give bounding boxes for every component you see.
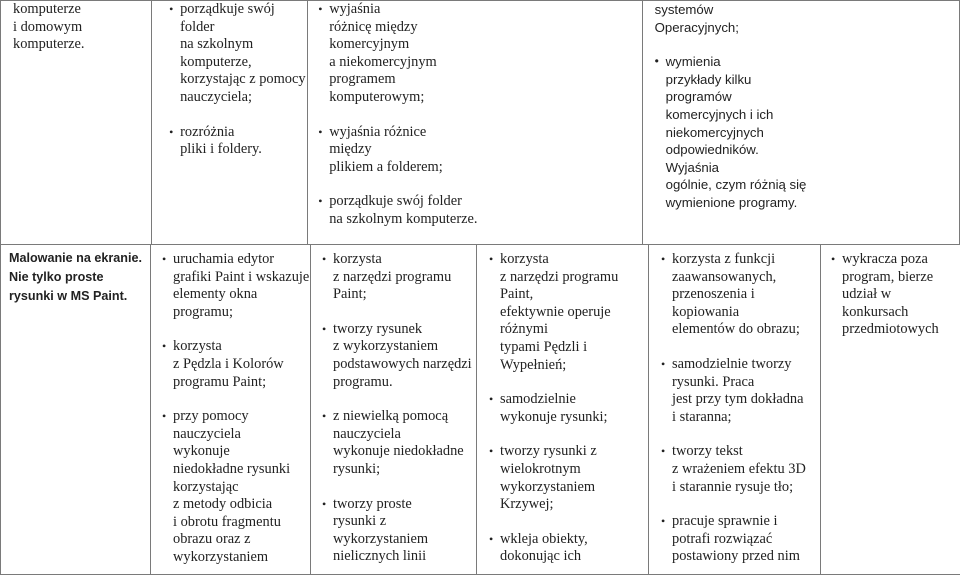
bullet-list: [162, 251, 310, 567]
cell-text: systemów Operacyjnych;: [655, 1, 959, 36]
bullet-list: [661, 251, 820, 566]
list-item: • wkleja obiekty, dokonując ich: [489, 531, 648, 566]
topic-cell: [1, 245, 151, 575]
curriculum-table-row2: [0, 244, 960, 575]
table-cell: [821, 245, 960, 575]
list-item: • przy pomocy nauczyciela wykonuje niedokładne rysunki korzystając z metody odbicia i obrotu fragmentu obrazu oraz z wykorzystaniem: [162, 408, 310, 566]
list-item: • korzysta z Pędzla i Kolorów programu Paint;: [162, 338, 310, 391]
list-item: • z niewielką pomocą nauczyciela wykonuje niedokładne rysunki;: [322, 408, 476, 478]
bullet-list: [655, 53, 959, 211]
bullet-list: [322, 251, 476, 566]
table-cell: [477, 245, 649, 575]
list-item: • samodzielnie tworzy rysunki. Praca jest przy tym dokładna i staranna;: [661, 356, 820, 426]
table-cell: [649, 245, 821, 575]
list-item: • korzysta z funkcji zaawansowanych, przenoszenia i kopiowania elementów do obrazu;: [661, 251, 820, 339]
list-item: • rozróżnia pliki i foldery.: [169, 124, 307, 159]
list-item: • pracuje sprawnie i potrafi rozwiązać postawiony przed nim: [661, 513, 820, 566]
table-cell: [642, 1, 959, 245]
table-cell: [1, 1, 152, 245]
list-item: • korzysta z narzędzi programu Paint;: [322, 251, 476, 304]
table-row: [1, 245, 960, 575]
list-item: • wykracza poza program, bierze udział w konkursach przedmiotowych: [831, 251, 960, 339]
curriculum-table: [0, 0, 960, 245]
bullet-list: [318, 1, 478, 229]
list-item: • tworzy proste rysunki z wykorzystaniem nielicznych linii: [322, 496, 476, 566]
list-item: • uruchamia edytor grafiki Paint i wskazuje elementy okna programu;: [162, 251, 310, 321]
list-item: • korzysta z narzędzi programu Paint, efektywnie operuje różnymi typami Pędzli i Wypełnień;: [489, 251, 648, 374]
list-item: • porządkuje swój folder na szkolnym komputerze.: [318, 193, 478, 228]
list-item: • tworzy rysunki z wielokrotnym wykorzystaniem Krzywej;: [489, 443, 648, 513]
table-cell: [152, 1, 308, 245]
list-item: • wymienia przykłady kilku programów komercyjnych i ich niekomercyjnych odpowiedników. Wyjaśnia ogólnie, czym różnią się wymienione programy.: [655, 53, 959, 211]
list-item: • porządkuje swój folder na szkolnym komputerze, korzystając z pomocy nauczyciela;: [169, 1, 307, 107]
cell-text: komputerze i domowym komputerze.: [1, 1, 151, 54]
bullet-list: [831, 251, 960, 339]
list-item: • samodzielnie wykonuje rysunki;: [489, 391, 648, 426]
table-cell: [308, 1, 642, 245]
table-cell: [151, 245, 311, 575]
list-item: • tworzy tekst z wrażeniem efektu 3D i starannie rysuje tło;: [661, 443, 820, 496]
list-item: • tworzy rysunek z wykorzystaniem podstawowych narzędzi programu.: [322, 321, 476, 391]
bullet-list: [489, 251, 648, 566]
lesson-topic: Malowanie na ekranie. Nie tylko proste rysunki w MS Paint.: [1, 245, 150, 306]
table-row: [1, 1, 960, 245]
bullet-list: [169, 1, 307, 159]
list-item: • wyjaśnia różnicę między komercyjnym a niekomercyjnym programem komputerowym;: [318, 1, 478, 107]
list-item: • wyjaśnia różnice między plikiem a folderem;: [318, 124, 478, 177]
table-cell: [311, 245, 477, 575]
